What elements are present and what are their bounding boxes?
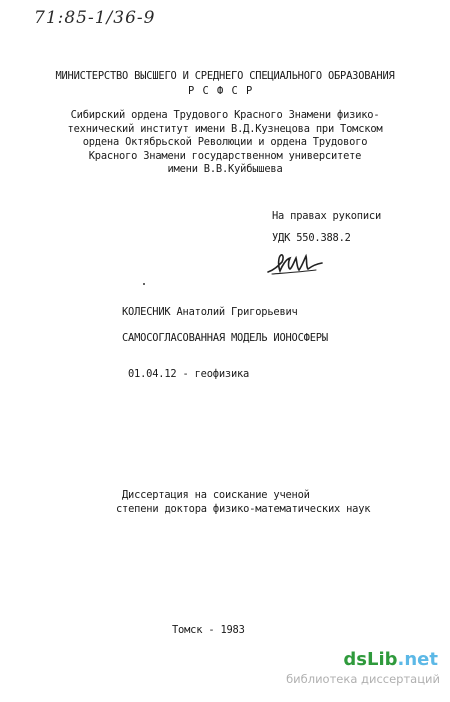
udc-code: УДК 550.388.2 — [272, 232, 351, 244]
institution-line: ордена Октябрьской Революции и ордена Трудового — [82, 136, 368, 148]
republic-heading: Р С Ф С Р — [188, 85, 254, 97]
ink-speck — [143, 283, 145, 285]
dissertation-title: САМОСОГЛАСОВАННАЯ МОДЕЛЬ ИОНОСФЕРЫ — [122, 332, 328, 344]
manuscript-rights: На правах рукописи — [272, 210, 382, 222]
degree-line-2: степени доктора физико-математических наук — [116, 503, 371, 515]
ministry-heading: МИНИСТЕРСТВО ВЫСШЕГО И СРЕДНЕГО СПЕЦИАЛЬНОГО ОБРАЗОВАНИЯ — [55, 70, 395, 82]
author-name: КОЛЕСНИК Анатолий Григорьевич — [122, 306, 298, 318]
institution-line: Сибирский ордена Трудового Красного Знамени физико- — [70, 109, 380, 121]
dslib-subtitle: библиотека диссертаций — [286, 672, 440, 686]
degree-line-1: Диссертация на соискание ученой — [122, 489, 310, 501]
specialty-code: 01.04.12 - геофизика — [128, 368, 250, 380]
archive-number-handwritten: 71:85-1/36-9 — [34, 8, 156, 28]
dslib-logo[interactable] — [343, 649, 438, 670]
dslib-brand-tld: .net — [397, 649, 438, 670]
signature — [266, 248, 326, 278]
institution-line: технический институт имени В.Д.Кузнецова при Томском — [67, 122, 383, 135]
city-year: Томск - 1983 — [172, 624, 245, 636]
institution-line: имени В.В.Куйбышева — [167, 163, 283, 175]
institution-line: Красного Знамени государственном университете — [88, 149, 362, 162]
dslib-brand-main: dsLib — [343, 649, 398, 670]
institution-block — [0, 109, 450, 177]
